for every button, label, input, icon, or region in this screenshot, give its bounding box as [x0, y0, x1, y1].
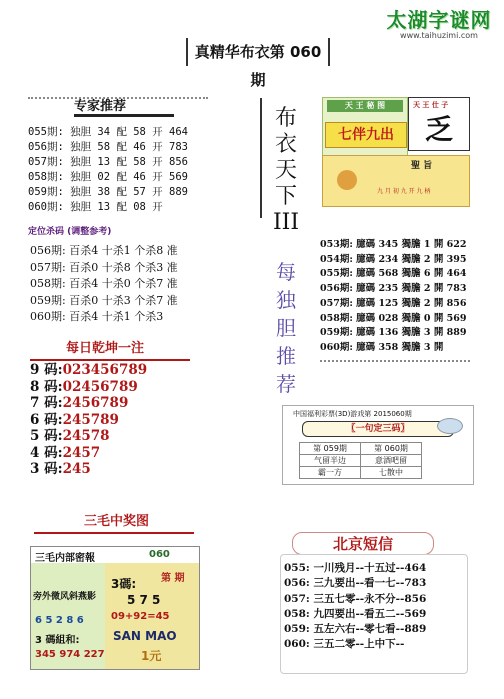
list-item: 056: 三九要出--看一七--783 [284, 577, 427, 590]
calligraphy-glyph: 乏 [425, 113, 454, 146]
site-watermark [380, 4, 498, 40]
list-item: 9 码:023456789 [30, 362, 148, 378]
header-underline [34, 532, 194, 534]
beijing-sms-block [280, 532, 470, 653]
poster-panel-left: 天 王 秘 图 七伴九出 [322, 97, 408, 179]
daily-pick-header: 每日乾坤一注 [66, 341, 145, 356]
list-item: 6 码:245789 [30, 411, 119, 428]
watermark-url: www.taihuzimi.com [400, 31, 478, 40]
list-item: 8 码:02456789 [30, 378, 138, 395]
list-item: 056期: 独胆 58 配 46 开 783 [28, 141, 188, 153]
list-item: 057期: 百杀0 十杀8 个杀3 准 [30, 260, 178, 274]
list-item: 060: 三五二零--上中下-- [284, 638, 405, 651]
list-item: 058期: 百杀4 十杀0 个杀7 准 [30, 277, 178, 290]
list-item: 5 码:24578 [30, 428, 110, 444]
expert-recommend-block [28, 95, 228, 215]
sanmao-block [30, 510, 210, 534]
daily-pick-block [30, 337, 200, 478]
beijing-sms-header: 北京短信 [292, 532, 434, 555]
list-item: 053期: 臆碼 345 獨膽 1 開 622 [320, 239, 467, 250]
three-code-card: 中国福利彩票(3D)游戏第 2015060期 〖一句定三码〗 第 059期 第 060期 气留半边 意酒吧留 霸一方 七散中 [282, 405, 474, 485]
list-item: 054期: 臆碼 234 獨膽 2 開 395 [320, 253, 467, 265]
position-kill-header: 定位杀码 (调整参考) [28, 227, 112, 237]
vertical-rule [260, 98, 262, 218]
poster-image [320, 97, 470, 205]
flower-icon [337, 170, 357, 190]
frame-border [280, 554, 468, 674]
list-item: 056期: 臆碼 235 獨膽 2 開 783 [320, 283, 467, 295]
vertical-title-daily: 每 独 胆 推 荐 [276, 260, 296, 396]
dotted-divider [28, 97, 208, 99]
watermark-name: 太湖字谜网 [386, 8, 492, 32]
dotted-divider [320, 360, 470, 362]
header-underline [30, 359, 190, 361]
list-item: 059期: 独胆 38 配 57 开 889 [28, 186, 188, 198]
three-code-table: 第 059期 第 060期 气留半边 意酒吧留 霸一方 七散中 [299, 442, 422, 479]
magnifier-icon [437, 418, 463, 434]
list-item: 058: 九四要出--看五二--569 [284, 607, 427, 620]
list-item: 055期: 独胆 34 配 58 开 464 [28, 126, 188, 138]
list-item: 060期: 独胆 13 配 08 开 [28, 201, 163, 213]
vertical-title-buyi: 布 衣 天 下 III [272, 106, 300, 236]
guess-code-block [320, 238, 500, 362]
list-item: 057: 三五七零--永不分--856 [284, 592, 427, 605]
page-title: 真精华布衣第 060期 [186, 38, 330, 66]
list-item: 4 码:2457 [30, 444, 101, 461]
list-item: 055期: 臆碼 568 獨膽 6 開 464 [320, 268, 467, 280]
list-item: 056期: 百杀4 十杀1 个杀8 准 [30, 244, 178, 257]
expert-recommend-header: 专家推荐 [74, 95, 174, 117]
list-item: 059期: 臆碼 136 獨膽 3 開 889 [320, 327, 467, 339]
position-kill-block [30, 224, 240, 326]
list-item: 058期: 独胆 02 配 46 开 569 [28, 171, 188, 183]
poster-panel-bottom: 聖 旨 九 月 初 九 开 九 柄 [322, 155, 470, 207]
sanmao-header: 三毛中奖图 [84, 514, 150, 529]
list-item: 059: 五左六右--零七看--889 [284, 623, 427, 636]
list-item: 060期: 臆碼 358 獨膽 3 開 [320, 341, 444, 353]
list-item: 055: 一川残月--十五过--464 [284, 562, 427, 574]
list-item: 060期: 百杀4 十杀1 个杀3 [30, 310, 164, 323]
list-item: 057期: 臆碼 125 獨膽 2 開 856 [320, 297, 467, 309]
poster-panel-right: 天 王 仕 子 乏 [408, 97, 470, 151]
list-item: 059期: 百杀0 十杀3 个杀7 准 [30, 293, 178, 307]
list-item: 057期: 独胆 13 配 58 开 856 [28, 156, 188, 168]
list-item: 3 码:245 [30, 461, 91, 477]
list-item: 058期: 臆碼 028 獨膽 0 開 569 [320, 312, 467, 324]
sanmao-image: 三毛内部密報 060 第 期 旁外微风斜燕影 6 5 2 8 6 3 碼組和: 345 974 227 3碼: 5 7 5 09+92=45 SAN MAO 1元 [30, 546, 200, 670]
list-item: 7 码:2456789 [30, 395, 129, 411]
